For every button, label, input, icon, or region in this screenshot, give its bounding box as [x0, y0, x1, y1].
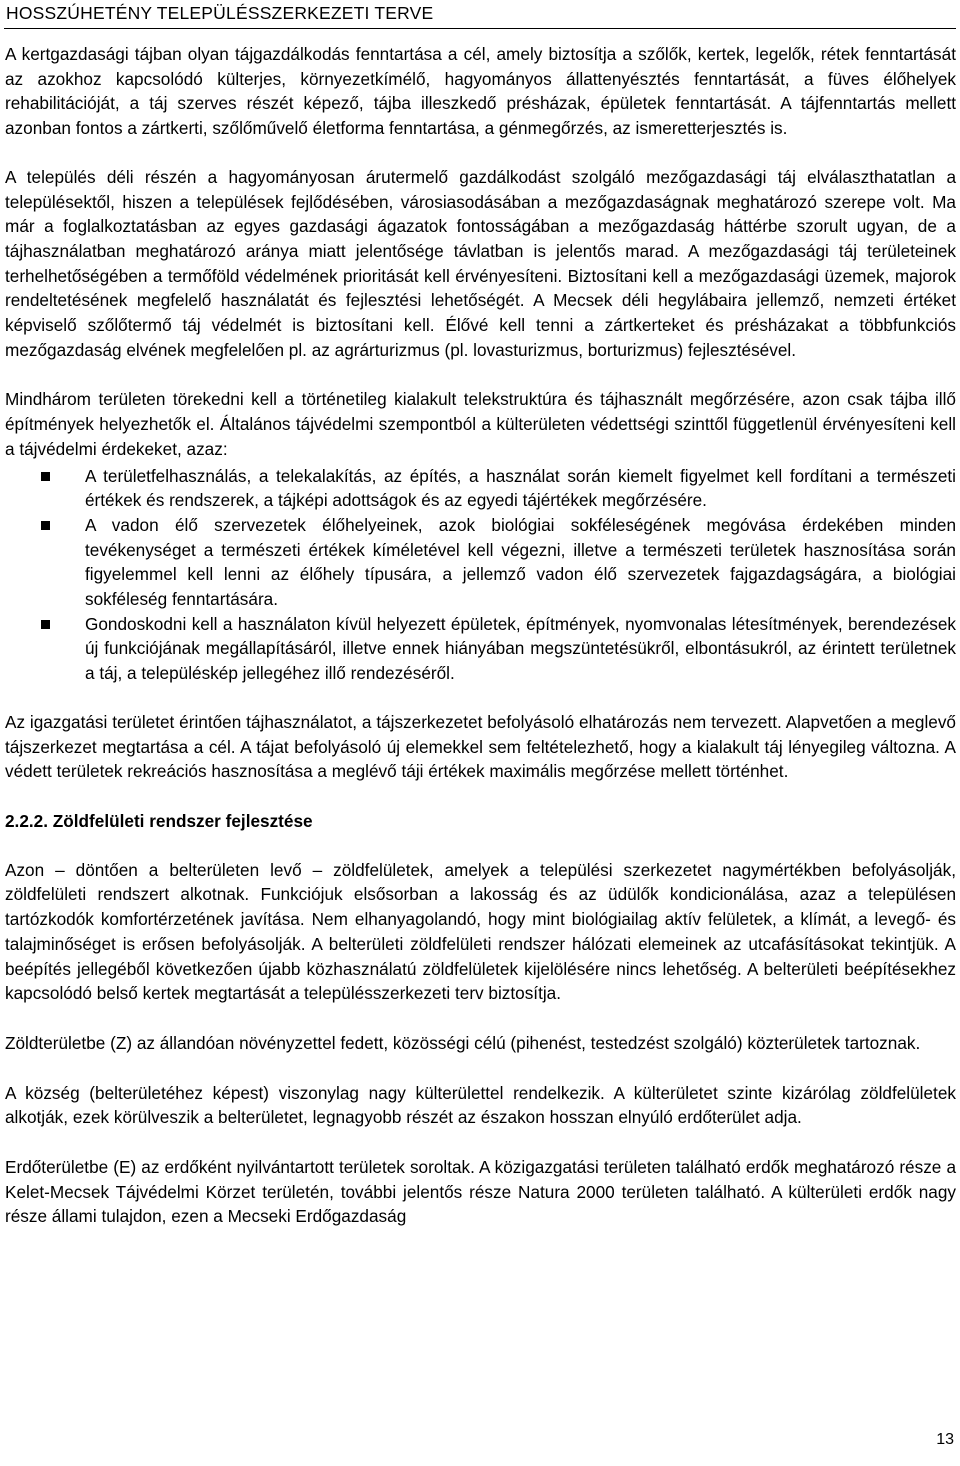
paragraph-zoldfeluleti-rendszer: Azon – döntően a belterületen levő – zöldfelületek, amelyek a települési szerkezetet nagymértékben befolyásolják, zöldfelületi rendszert alkotnak. Funkciójuk elsősorban a lakosság és az üdülők kondicionálása, azaz a településen tartózkodók komfortérzetének javítása. Nem elhanyagolandó, hogy mint biológiailag aktív felületek, a klímát, a levegő- és talajminőséget is erősen befolyásolják. A belterületi zöldfelületi rendszer hálózati elemeinek az utcafásításokat tekintjük. A beépítés jellegéből következően újabb közhasználatú zöldfelületek kijelölésére nincs lehetőség. A belterületi beépítésekhez kapcsolódó belső kertek megtartását a településszerkezeti terv biztosítja.	[5, 859, 956, 1004]
page-header	[4, 0, 956, 29]
page-body	[5, 42, 956, 1254]
list-item-text: A területfelhasználás, a telekalakítás, az építés, a használat során kiemelt figyelmet kell fordítani a természeti értékek és rendszerek, a tájképi adottságok és az egyedi tájértékek megőrzésére.	[85, 465, 956, 511]
list-item-text: A vadon élő szervezetek élőhelyeinek, azok biológiai sokféleségének megóvása érdekében minden tevékenységet a természeti értékek kíméletével kell végezni, illetve a természeti területek hasznosítása során figyelemmel kell lenni az élőhely típusára, a jellemző vadon élő szervezetek fajgazdagságára, a biológiai sokféleség fenntartására.	[85, 514, 956, 610]
paragraph-zoldterulet: Zöldterületbe (Z) az állandóan növényzettel fedett, közösségi célú (pihenést, testedzést szolgáló) közterületek tartoznak.	[5, 1032, 921, 1053]
paragraph-mezogazdasagi-taj: A település déli részén a hagyományosan árutermelő gazdálkodást szolgáló mezőgazdasági táj elválaszthatatlan a településektől, hiszen a települések fejlődésében, városiasodásában a mezőgazdaságnak meghatározó szerepe volt. Ma már a foglalkoztatásban az egyes gazdasági ágazatok fontosságában a mezőgazdaság háttérbe szorult ugyan, de a tájhasználatban meghatározó aránya miatt jelentősége távlatban is jelentős marad. A mezőgazdasági táj területeinek terhelhetőségében a termőföld védelmének prioritását kell érvényesíteni. Biztosítani kell a mezőgazdasági üzemek, majorok rendeltetésének megfelelő használatát és fejlesztési lehetőségét. A Mecsek déli hegylábaira jellemző, nemzeti értéket képviselő szőlőtermő táj védelmét is biztosítani kell. Élővé kell tenni a zártkerteket és présházakat a többfunkciós mezőgazdaság elvének megfelelően pl. az agrárturizmus (pl. lovasturizmus, borturizmus) fejlesztésével.	[5, 166, 956, 360]
page-number: 13	[936, 1431, 954, 1448]
square-bullet-icon	[41, 521, 50, 530]
paragraph-kertgazdasagi-taj: A kertgazdasági tájban olyan tájgazdálkodás fenntartása a cél, amely biztosítja a szőlők, kertek, legelők, rétek fenntartását az azokhoz kapcsolódó külterjes, környezetkímélő, hagyományos állattenyésztés fenntartását, a füves élőhelyek rehabilitációját, a táj szerves részét képező, tájba illeszkedő présházak, épületek fenntartását. A tájfenntartás mellett azonban fontos a zártkerti, szőlőművelő életforma fenntartása, a génmegőrzés, az ismeretterjesztés is.	[5, 44, 956, 139]
paragraph-igazgatasi-terulet: Az igazgatási területet érintően tájhasználatot, a tájszerkezetet befolyásoló elhatározás nem tervezett. Alapvetően a meglevő tájszerkezet megtartása a cél. A tájat befolyásoló új elemekkel sem feltételezhető, hogy a kialakult táj lényegileg változna. A védett területek rekreációs hasznosítása a meglévő táji értékek maximális megőrzése mellett történhet.	[5, 711, 956, 782]
tajvedelmi-bullet-list	[5, 464, 956, 686]
square-bullet-icon	[41, 620, 50, 629]
list-item	[5, 612, 956, 686]
list-item-text: Gondoskodni kell a használaton kívül helyezett épületek, építmények, nyomvonalas létesítmények, berendezések új funkciójának megállapításáról, illetve ennek hiányában megszüntetésükről, elbontásukról, az érintett területnek a táj, a településkép jellegéhez illő rendezéséről.	[85, 613, 956, 684]
list-item	[5, 464, 956, 513]
square-bullet-icon	[41, 472, 50, 481]
list-item	[5, 513, 956, 612]
paragraph-tajvedelmi-erdekek: Mindhárom területen törekedni kell a történetileg kialakult telekstruktúra és tájhasznált megőrzésére, azon csak tájba illő építmények helyezhetők el. Általános tájvédelmi szempontból a külterületen védettségi szinttől függetlenül érvényesíteni kell a tájvédelmi érdekeket, azaz:	[5, 389, 956, 459]
document-title: HOSSZÚHETÉNY TELEPÜLÉSSZERKEZETI TERVE	[6, 3, 434, 23]
paragraph-kulterulet: A község (belterületéhez képest) viszonylag nagy külterülettel rendelkezik. A külterületet szinte kizárólag zöldfelületek alkotják, ezek körülveszik a belterületet, legnagyobb részét az északon hosszan elnyúló erdőterület adja.	[5, 1082, 956, 1128]
paragraph-erdoterulet: Erdőterületbe (E) az erdőként nyilvántartott területek soroltak. A közigazgatási területen található erdők meghatározó része a Kelet-Mecsek Tájvédelmi Körzet területén, további jelentős része Natura 2000 területen található. A külterületi erdők nagy része állami tulajdon, ezen a Mecseki Erdőgazdaság	[5, 1157, 956, 1227]
section-heading: 2.2.2. Zöldfelületi rendszer fejlesztése	[5, 810, 313, 831]
